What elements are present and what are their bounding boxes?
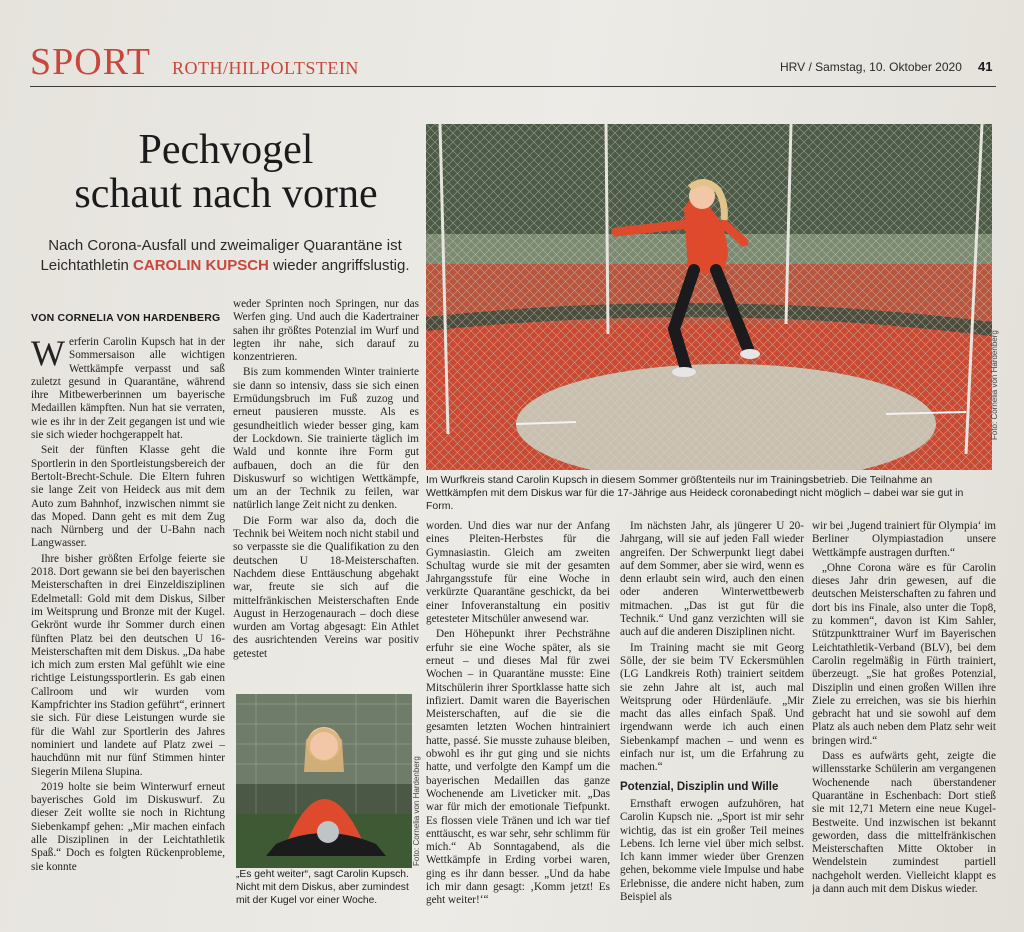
header-divider: [30, 86, 996, 87]
main-photo-caption: Im Wurfkreis stand Carolin Kupsch in diesem Sommer größtenteils nur im Trainingsbetrieb. Die Teilnahme an Wettkämpfen mit dem Diskus war für die 17-Jährige aus Heideck coronabedingt nicht möglich – dabei war sie gut in Form.: [426, 474, 964, 512]
paragraph: [31, 336, 225, 442]
article-column-5: [812, 520, 996, 924]
article-column-3: [426, 520, 610, 924]
main-photo-credit: Foto: Cornelia von Hardenberg: [990, 330, 999, 440]
paragraph: Bis zum kommenden Winter trainierte sie dann so intensiv, dass sie sich einen Ermüdungsbruch im Fuß zuzog und erneut pausieren musste. Als es gesundheitlich wieder besser ging, kam der Lockdown. Sie trainierte täglich im Wald und konnte ihre Form gut aufbauen, doch an die für den Diskuswurf so wichtigen Wettkämpfe, um an der Technik zu feilen, war natürlich lange Zeit nicht zu denken.: [233, 366, 419, 512]
article-column-4: [620, 520, 804, 924]
paragraph: Im Training macht sie mit Georg Sölle, der sie beim TV Eckersmühlen (LG Landkreis Roth) trainiert seitdem sie zehn Jahre alt ist, auch mal Weitsprung oder Hürdenläufe. „Mir macht das alles einfach Spaß. Und irgendwann werde ich auch einen Siebenkampf machen – und wenn es einfach nur ist, um die Erfahrung zu machen.“: [620, 641, 804, 774]
paragraph-text: erferin Carolin Kupsch hat in der Sommersaison alle wichtigen Wettkämpfe verpasst und saß zuletzt gesund in Quarantäne, während ihre Mitbewerberinnen um bayerische Medaillen kämpften. Nun hat sie verraten, wie es ihr in der Zeit gegangen ist und wie sie sich wieder hochgerappelt hat.: [31, 336, 225, 442]
issue-date: HRV / Samstag, 10. Oktober 2020: [780, 60, 962, 74]
page-number: 41: [978, 59, 993, 74]
paragraph: Die Form war also da, doch die Technik bei Weitem noch nicht stabil und so verpasste sie die Qualifikation zu den deutschen U 18-Meisterschaften. Nachdem diese Enttäuschung abgehakt war, freute sie sich auf die mittelfränkischen Meisterschaften Ende August in Herzogenaurach – doch diese wurden am Vortag abgesagt: Ein Athlet des ausrichtenden Vereins war positiv getestet: [233, 514, 419, 660]
paragraph: Den Höhepunkt ihrer Pechsträhne erfuhr sie eine Woche später, als sie erneut – und dieses Mal für zwei Wochen – in Quarantäne musste: Eine Mitschülerin ihrer Sportklasse hatte sich infiziert. Damit waren die Bayerischen Meisterschaften, auf die sie die gesamten letzten Wochen hintrainiert hatte, passé. Sie musste zuhause bleiben, obwohl es ihr gut ging und sie nichts hatte, und verfolgte den Kampf um die bayerischen Medaillen das ganze Wochenende am Liveticker mit. „Das war für mich der emotionale Tiefpunkt. Es flossen viele Tränen und ich war tief enttäuscht, es war sehr, sehr schlimm für mich.“ Ab Sonntagabend, als die Wettkämpfe in Erding vorbei waren, ging es ihr dann besser. „Und da habe ich mir dann gesagt: ‚Komm jetzt! Es geht weiter!‘“: [426, 628, 610, 907]
section-title: SPORT: [30, 41, 151, 83]
main-photo: [426, 124, 992, 470]
drop-cap: W: [31, 336, 65, 373]
discus-cage-photo: [426, 124, 992, 470]
headline-line-2: schaut nach vorne: [74, 171, 378, 217]
small-photo: [236, 694, 412, 868]
paragraph: weder Sprinten noch Springen, nur das Werfen ging. Und auch die Kadertrainer sahen ihr größtes Potenzial im Wurf und legten ihr nahe, sich darauf zu konzentrieren.: [233, 298, 419, 364]
subhead-text-2: wieder angriffslustig.: [273, 257, 410, 274]
subhead-text-1: Nach Corona-Ausfall und zweimaliger Quarantäne ist Leichtathletin: [40, 237, 402, 274]
headline: [30, 128, 422, 216]
paragraph: worden. Und dies war nur der Anfang eines Pleiten-Herbstes für die Gymnasiastin. Gleich am zweiten Schultag wurde sie mit der gesamten Jahrgangsstufe für eine Woche in verkürzte Quarantäne geschickt, da bei einer Infoveranstaltung ein positiv getesteter Mitschüler anwesend war.: [426, 520, 610, 626]
portrait-photo: [236, 694, 412, 868]
paragraph: 2019 holte sie beim Winterwurf erneut bayerisches Gold im Diskuswurf. Zu dieser Zeit wollte sie noch in Richtung Siebenkampf gehen: „Mir machen einfach alle Disziplinen in der Leichtathletik Spaß.“ Doch es folgten Rückenprobleme, sie konnte: [31, 780, 225, 873]
paragraph: Seit der fünften Klasse geht die Sportlerin in den Sportleistungsbereich der Bertolt-Brecht-Schule. Die Eltern fuhren sie lange Zeit von Heideck aus mit dem Auto zum Bahnhof, inzwischen nimmt sie das Moped. Dann geht es mit dem Zug nach Nürnberg und der U-Bahn nach Langwasser.: [31, 444, 225, 550]
paragraph: Ihre bisher größten Erfolge feierte sie 2018. Dort gewann sie bei den bayerischen Meisterschaften in drei Einzeldisziplinen Edelmetall: Gold mit dem Diskus, Silber im Weitsprung und Bronze mit der Kugel. Gekrönt wurde ihr Sommer durch einen fünften Platz bei den deutschen U 16-Meisterschaften mit dem Diskus. „Da habe ich mich zum ersten Mal gefühlt wie eine richtige Leistungssportlerin. Es gab einen Callroom und wir wurden vom Kampfrichter ins Stadion geführt“, erinnert sie sich. Für diese Leistungen wurde sie für die Wahl zur Sportlerin des Jahres nominiert und landete auf Platz zwei – hauchdünn mit nur fünf Stimmen hinter Siegerin Milena Slupina.: [31, 552, 225, 778]
subhead-name: CAROLIN KUPSCH: [133, 257, 269, 274]
small-photo-caption: „Es geht weiter“, sagt Carolin Kupsch. Nicht mit dem Diskus, aber zumindest mit der Kugel vor einer Woche.: [236, 869, 409, 906]
byline: VON CORNELIA VON HARDENBERG: [31, 312, 221, 324]
section-region: ROTH/HILPOLTSTEIN: [172, 58, 359, 78]
small-photo-credit: Foto: Cornelia von Hardenberg: [412, 756, 421, 866]
article-column-2: [233, 298, 419, 684]
article-column-1: [31, 336, 225, 924]
paragraph: wir bei ‚Jugend trainiert für Olympia‘ im Berliner Olympiastadion unsere Wettkämpfe austragen durften.“: [812, 520, 996, 559]
headline-line-1: Pechvogel: [138, 127, 314, 173]
paragraph: Ernsthaft erwogen aufzuhören, hat Carolin Kupsch nie. „Sport ist mir sehr wichtig, das ist ein großer Teil meines Lebens. Ich lerne viel über mich selbst. Ich kann immer wieder über Grenzen gehen, bekomme viele Impulse und habe Erlebnisse, die andere nicht haben, zum Beispiel als: [620, 797, 804, 904]
subheadline: [40, 236, 410, 276]
paragraph: „Ohne Corona wäre es für Carolin dieses Jahr drin gewesen, auf die deutschen Meisterschaften zu fahren und dort bis ins Finale, also unter die Top8, zu kommen“, davon ist Kim Sahler, Stützpunkttrainer Wurf im Bayerischen Leichtathletik-Verband (BLV), bei dem Carolin regelmäßig in Fürth trainiert, überzeugt. „Sie hat großes Potenzial, Disziplin und einen großen Willen ihre Ziele zu erreichen, was sie bis hierhin gebracht hat und sie sowohl auf dem Platz als auch neben dem Platz sehr weit bringen wird.“: [812, 561, 996, 747]
section-subheading: Potenzial, Disziplin und Wille: [620, 780, 779, 793]
paragraph: Dass es aufwärts geht, zeigte die willensstarke Schülerin am vergangenen Wochenende nach überstandener Quarantäne in Eschenbach: Dort stieß sie mit 12,71 Metern eine neue Kugel-Bestweite. Und inzwischen ist bekannt geworden, dass die mittelfränkischen Meisterschaften Mitte Oktober in Wendelstein zumindest partiell nachgeholt werden. Vielleicht klappt es ja dann auch mit dem Diskus wieder.: [812, 750, 996, 896]
paragraph: Im nächsten Jahr, als jüngerer U 20-Jahrgang, will sie auf jeden Fall wieder angreifen. Der Schwerpunkt liegt dabei auf dem Sommer, aber sie wird, wenn es denn erlaubt sein wird, auch den einen oder anderen Winterwettbewerb mitmachen. „Das ist gut für die Technik.“ Und ganz verzichten will sie auch auf die anderen Disziplinen nicht.: [620, 520, 804, 639]
